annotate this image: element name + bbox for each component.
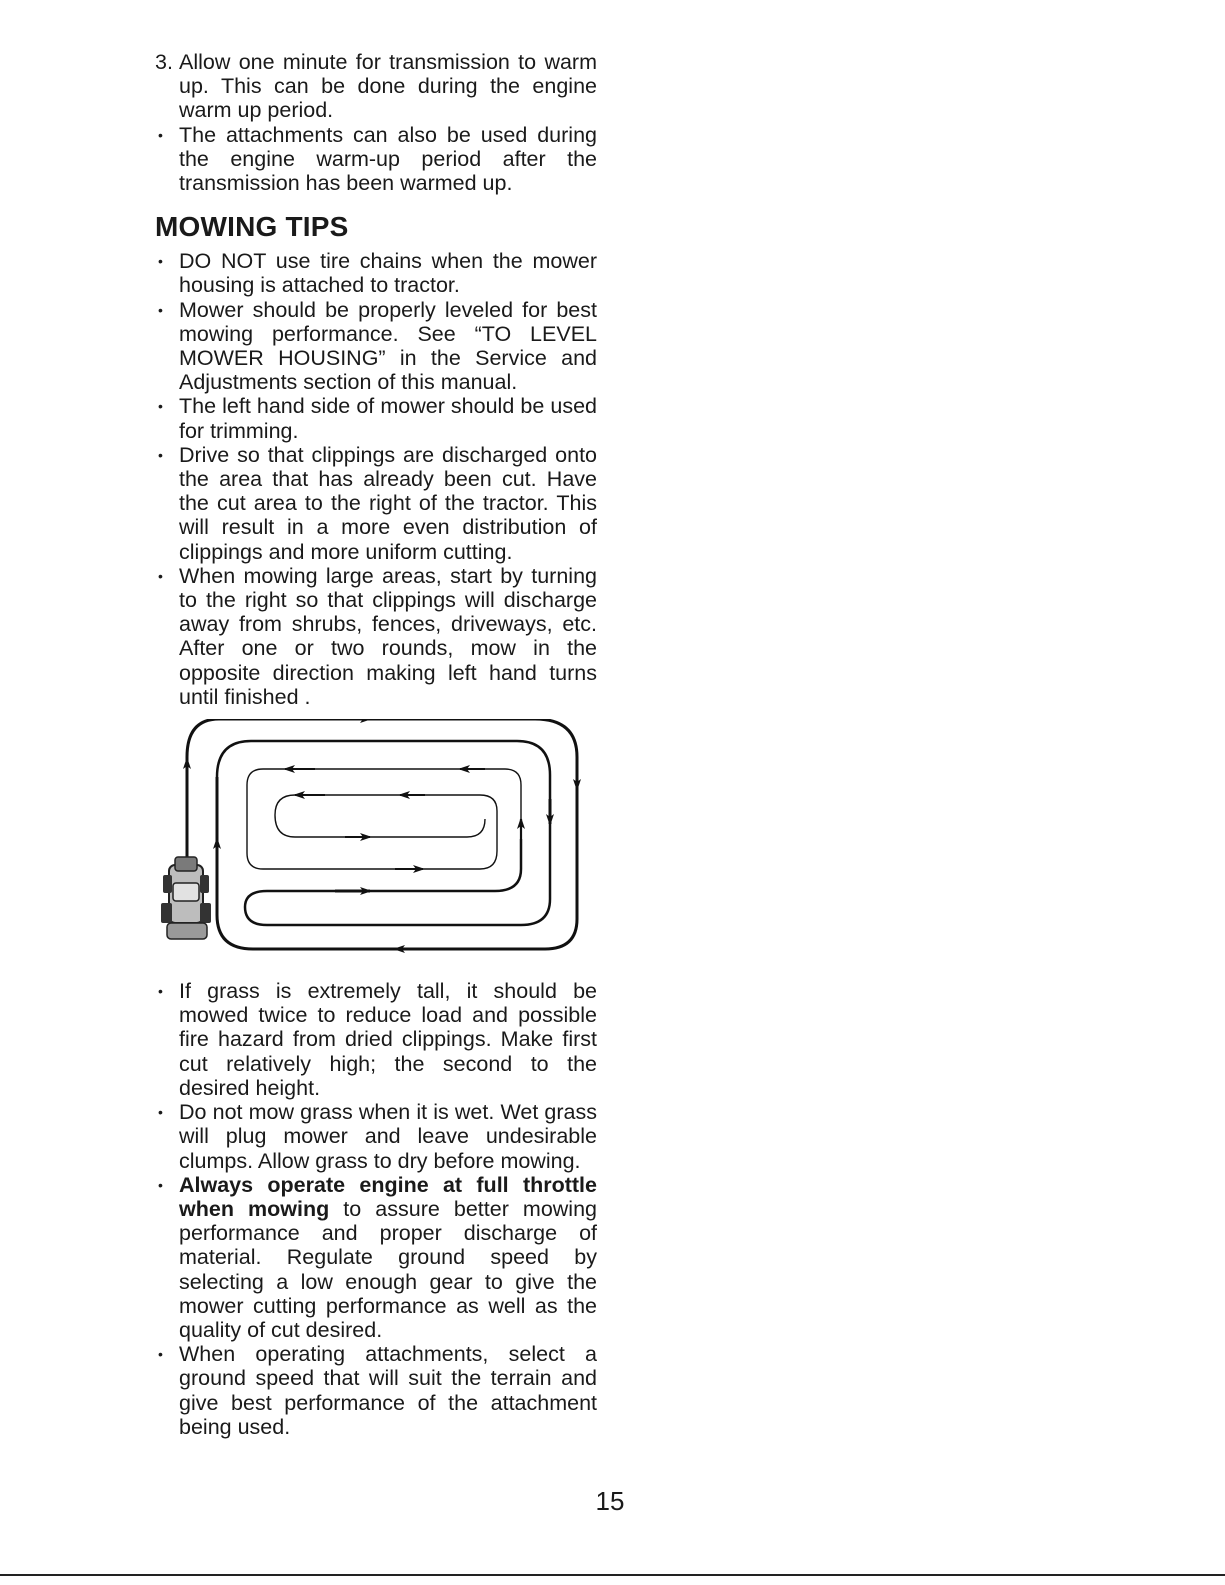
bottom-rule xyxy=(0,1574,1225,1576)
tip-item xyxy=(155,564,597,709)
tip-item-throttle xyxy=(155,1173,597,1342)
tip-item xyxy=(155,1100,597,1173)
bullet-icon: • xyxy=(158,253,163,270)
throttle-tip-text: to assure better mowing performance and proper discharge of material. Regulate ground speed by selecting a low enough gear to give the mower cutting performance as well as the quality of cut desired. xyxy=(179,1196,598,1342)
tip-text: Drive so that clippings are discharged onto the area that has already been cut. Have the cut area to the right of the tractor. This will result in a more even distribution of clippings and more uniform cutting. xyxy=(179,442,597,564)
page-content xyxy=(155,50,597,1439)
step-3 xyxy=(155,50,597,123)
tip-text: When mowing large areas, start by turning to the right so that clippings will discharge away from shrubs, fences, driveways, etc. After one or two rounds, mow in the opposite direction making left hand turns until finished . xyxy=(179,563,597,709)
tip-text: DO NOT use tire chains when the mower housing is attached to tractor. xyxy=(179,249,597,298)
bullet-icon: • xyxy=(158,446,163,463)
throttle-warning-bold: Always operate engine at full throttle when mowing xyxy=(179,1172,597,1221)
tip-text: When operating attachments, select a ground speed that will suit the terrain and give best performance of the attachment being used. xyxy=(179,1342,597,1439)
tip-item xyxy=(155,298,597,395)
bullet-icon: • xyxy=(158,126,163,143)
step-text: Allow one minute for transmission to warm up. This can be done during the engine warm up period. xyxy=(179,50,597,123)
inner-path xyxy=(247,769,521,869)
bullet-icon: • xyxy=(158,1176,163,1193)
bullet-icon: • xyxy=(158,1104,163,1121)
bullet-icon: • xyxy=(158,301,163,318)
tip-text: Mower should be properly leveled for best mowing performance. See “TO LEVEL MOWER HOUSING” in the Service and Adjustments section of this manual. xyxy=(179,297,597,395)
mowing-path-illustration xyxy=(155,719,597,967)
tip-item xyxy=(155,1342,597,1439)
outer-path xyxy=(187,719,577,949)
bullet-text: The attachments can also be used during the engine warm-up period after the transmission has been warmed up. xyxy=(179,122,597,196)
page-number: 15 xyxy=(595,1486,625,1516)
tip-item xyxy=(155,443,597,564)
tractor-icon xyxy=(161,857,211,939)
tip-text: Do not mow grass when it is wet. Wet grass will plug mower and leave undesirable clumps. Allow grass to dry before mowing. xyxy=(179,1100,597,1173)
tip-item xyxy=(155,979,597,1100)
tip-text: If grass is extremely tall, it should be mowed twice to reduce load and possible fire hazard from dried clippings. Make first cut relatively high; the second to the desired height. xyxy=(179,979,597,1100)
mowing-pattern-diagram xyxy=(155,719,597,967)
section-heading: MOWING TIPS xyxy=(155,211,349,243)
tip-item xyxy=(155,394,597,442)
bullet-icon: • xyxy=(158,567,163,584)
attachments-warmup-bullet xyxy=(155,123,597,196)
tip-item xyxy=(155,249,597,297)
bullet-icon: • xyxy=(158,398,163,415)
step-number: 3. xyxy=(155,50,173,74)
bullet-icon: • xyxy=(158,983,163,1000)
tip-text: The left hand side of mower should be used for trimming. xyxy=(179,394,597,443)
bullet-icon: • xyxy=(158,1346,163,1363)
